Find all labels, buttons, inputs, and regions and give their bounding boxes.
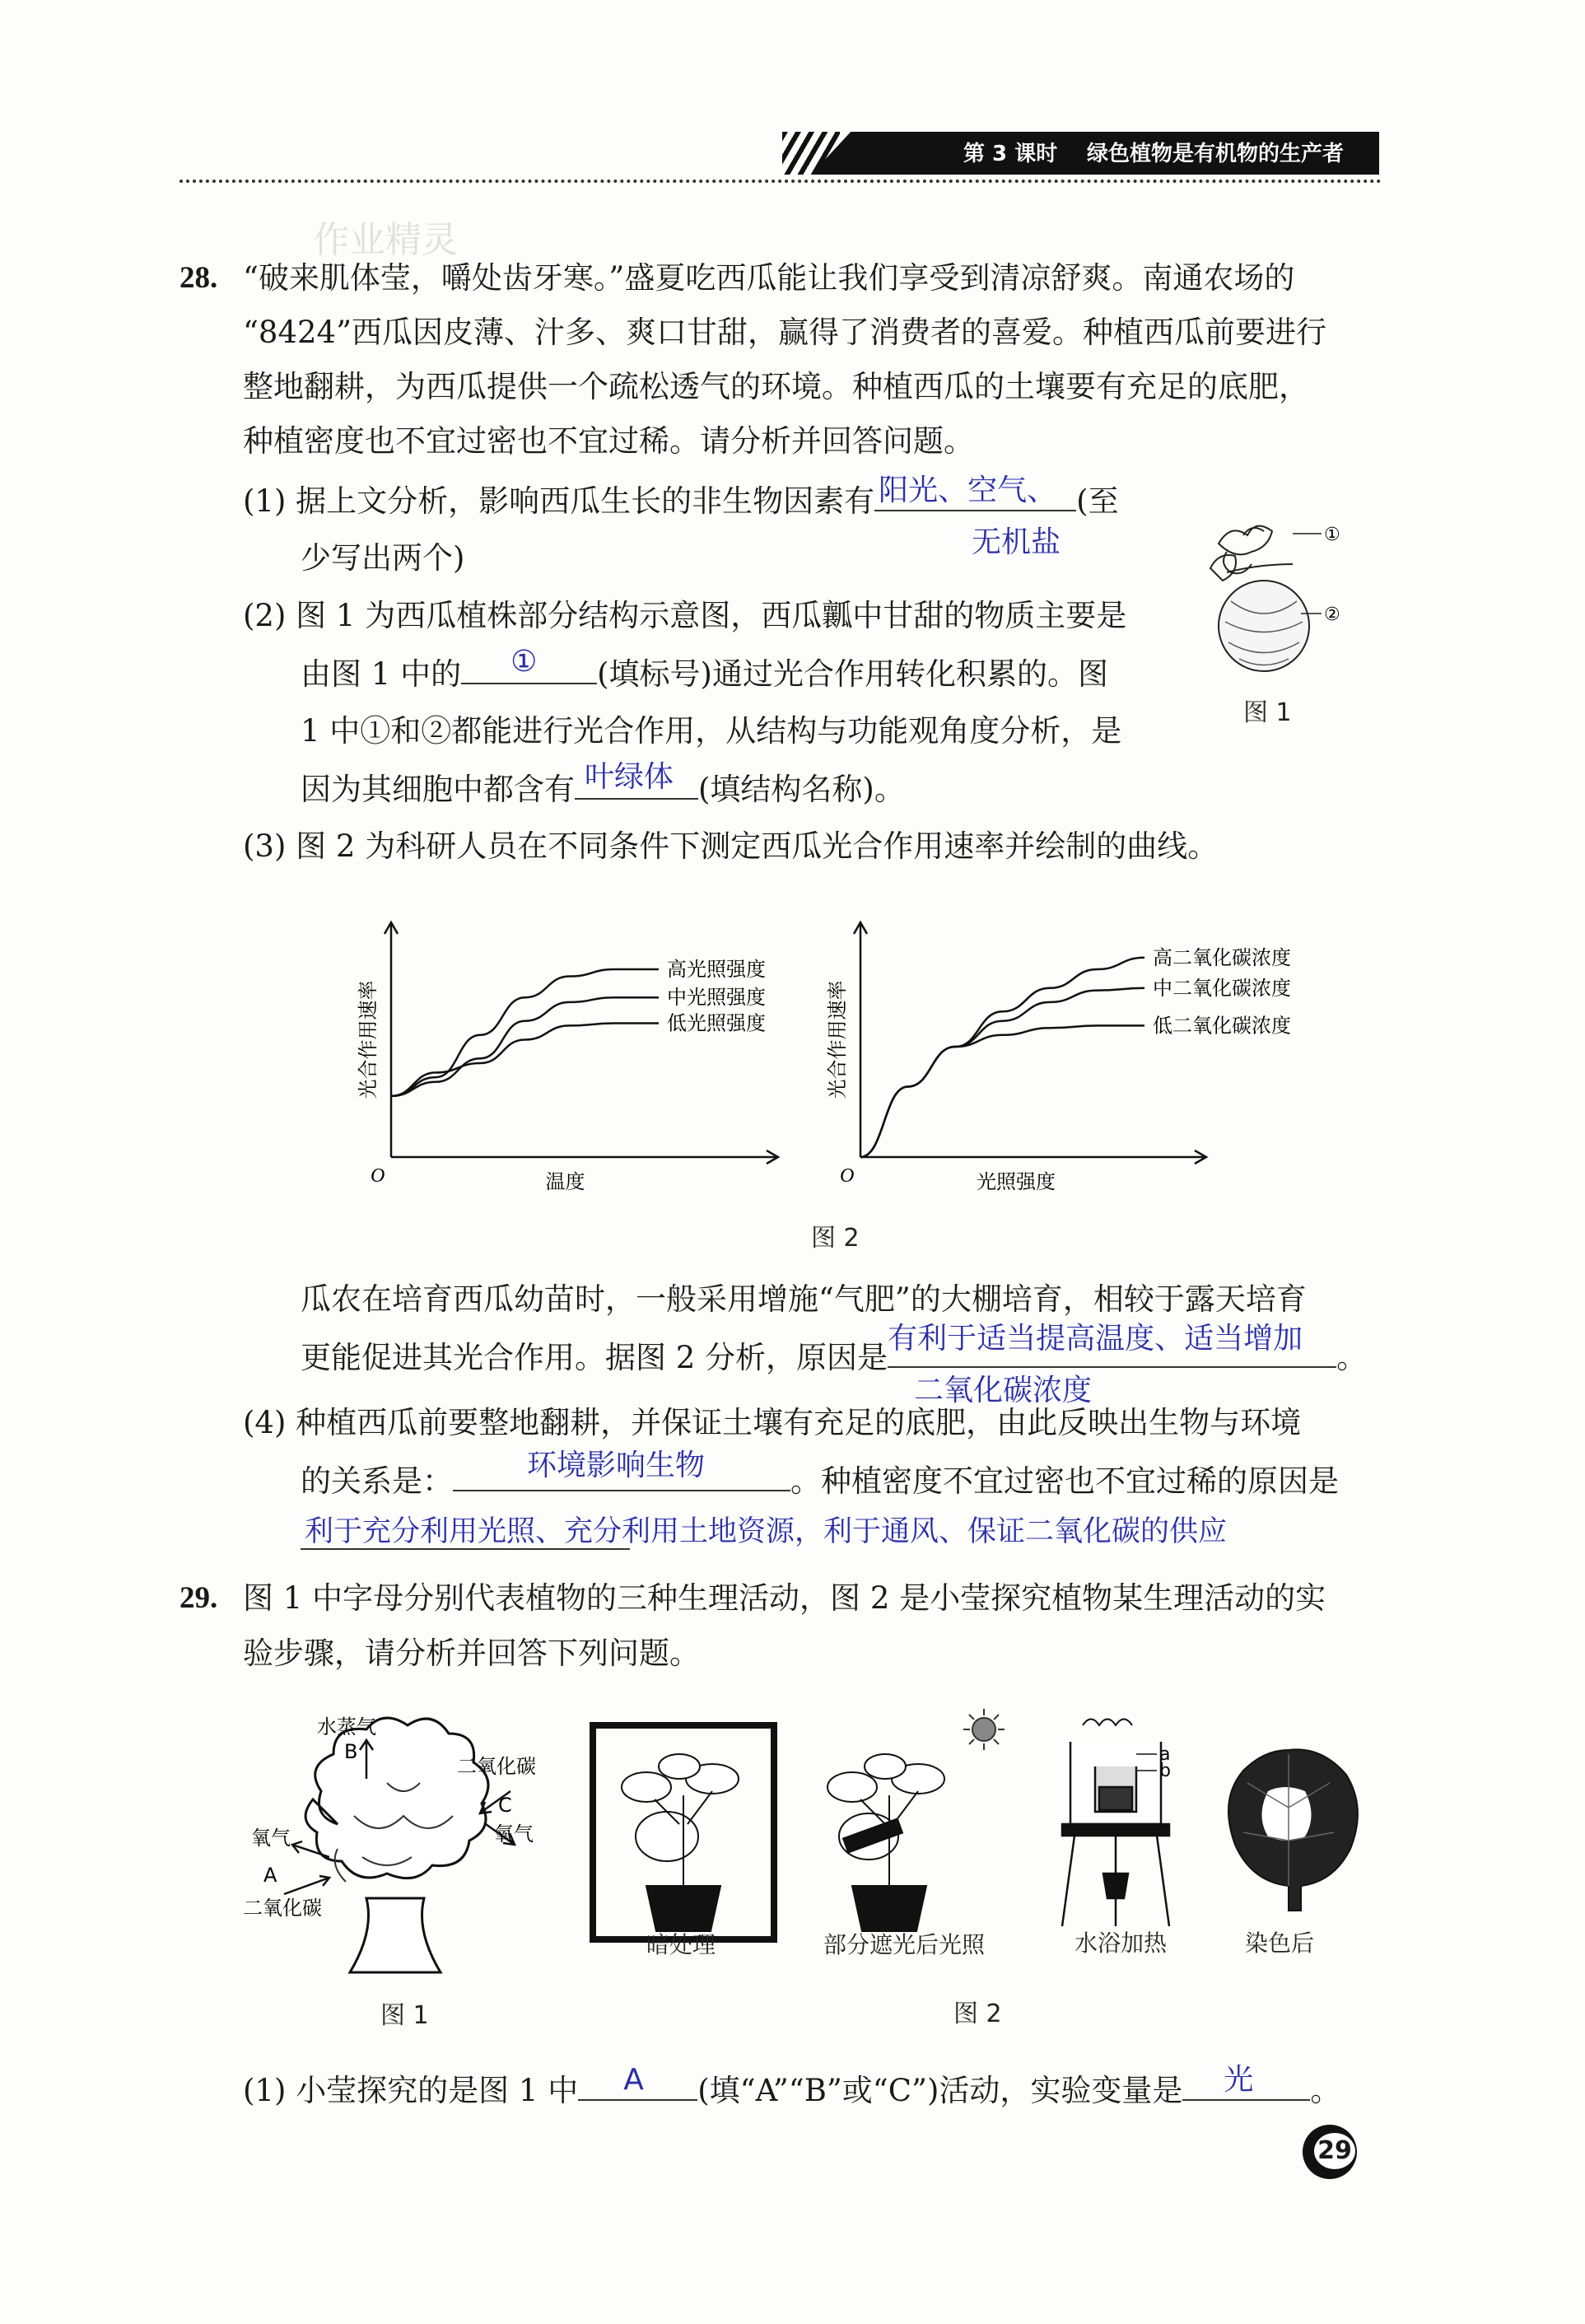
q28-p4-line2-pre: 的关系是： xyxy=(301,1463,453,1499)
q28-p2-line1: (2) 图 1 为西瓜植株部分结构示意图，西瓜瓤中甘甜的物质主要是 xyxy=(243,598,1127,633)
q28-p2-line4-pre: 因为其细胞中都含有 xyxy=(301,772,575,807)
q28-p2-line2 xyxy=(301,646,1108,702)
q28-p2-line2-post: (填标号)通过光合作用转化积累的。图 xyxy=(597,656,1108,692)
q28-p3-answer2: 二氧化碳浓度 xyxy=(914,1374,1093,1407)
tree-label-o2-right: 氧气 xyxy=(494,1822,534,1846)
step-label-dark: 暗处理 xyxy=(646,1931,716,1958)
origin-label: O xyxy=(840,1165,855,1187)
q28-p3-blank1[interactable] xyxy=(888,1322,1336,1368)
tree-label-o2-left: 氧气 xyxy=(251,1827,291,1850)
q28-p4-blank1[interactable] xyxy=(453,1449,790,1491)
step-label-stained: 染色后 xyxy=(1245,1930,1315,1957)
q29-intro-line2: 验步骤，请分析并回答下列问题。 xyxy=(243,1636,700,1671)
q28-p3-line3 xyxy=(301,1322,1368,1385)
header-stripe xyxy=(782,132,840,175)
beaker-label-a: a xyxy=(1159,1744,1171,1765)
header-title: 绿色植物是有机物的生产者 xyxy=(1087,142,1345,166)
series-line-0 xyxy=(860,958,1144,1157)
legend-label-2: 低光照强度 xyxy=(667,1011,766,1035)
x-axis-label: 温度 xyxy=(545,1170,585,1193)
series-line-2 xyxy=(391,1024,659,1096)
q28-intro-line4: 种植密度也不宜过密也不宜过稀。请分析并回答问题。 xyxy=(243,423,974,459)
q28-p4-answer1: 环境影响生物 xyxy=(527,1449,706,1482)
q29-p1-line xyxy=(243,2063,1340,2118)
step-dark-treatment xyxy=(589,1721,778,1944)
arrow-co2-in-left xyxy=(284,1876,329,1894)
series-line-2 xyxy=(860,1025,1144,1157)
watermelon-figure xyxy=(1194,511,1359,692)
watermelon-fruit xyxy=(1219,581,1309,671)
q29-fig1-caption: 图 1 xyxy=(380,2001,429,2030)
step-label-shading: 部分遮光后光照 xyxy=(823,1931,986,1958)
chart-temperature xyxy=(354,906,815,1193)
q28-p2-blank1[interactable] xyxy=(461,646,597,684)
q28-intro-line3: 整地翻耕，为西瓜提供一个疏松透气的环境。种植西瓜的土壤要有充足的底肥， xyxy=(243,369,1309,404)
step-partial-shading xyxy=(803,1705,1017,1935)
fig1-label-1: ① xyxy=(1324,525,1340,545)
legend-label-0: 高光照强度 xyxy=(667,958,766,981)
q28-p3-line1: (3) 图 2 为科研人员在不同条件下测定西瓜光合作用速率并绘制的曲线。 xyxy=(243,828,1219,864)
q28-p4-line2 xyxy=(301,1449,1339,1509)
page-number: 29 xyxy=(1314,2133,1355,2169)
q29-p1-answer2: 光 xyxy=(1224,2063,1254,2097)
step-label-water-bath: 水浴加热 xyxy=(1075,1930,1168,1957)
q28-p2-answer1: ① xyxy=(510,645,538,679)
x-axis-label: 光照强度 xyxy=(977,1170,1056,1193)
tree-label-C: C xyxy=(498,1794,512,1817)
series-line-0 xyxy=(391,969,659,1096)
q28-p4-line2-post: 。种植密度不宜过密也不宜过稀的原因是 xyxy=(790,1463,1339,1499)
q29-p1-mid: (填“A”“B”或“C”)活动，实验变量是 xyxy=(697,2073,1183,2108)
step-water-bath xyxy=(1054,1709,1194,1931)
q28-p4-line1: (4) 种植西瓜前要整地翻耕，并保证土壤有充足的底肥，由此反映出生物与环境 xyxy=(243,1405,1302,1440)
legend-label-1: 中光照强度 xyxy=(667,986,766,1010)
q29-p1-pre: (1) 小莹探究的是图 1 中 xyxy=(243,2073,579,2108)
legend-label-1: 中二氧化碳浓度 xyxy=(1153,976,1291,1000)
fig1-caption: 图 1 xyxy=(1243,698,1292,727)
q28-p1-post: (至 xyxy=(1076,483,1119,519)
q28-p2-line3: 1 中①和②都能进行光合作用，从结构与功能观角度分析，是 xyxy=(301,713,1122,749)
watermark: 作业精灵 xyxy=(313,219,458,261)
tree-label-B: B xyxy=(344,1740,358,1763)
tree-trunk xyxy=(350,1898,441,1972)
q28-p2-line4 xyxy=(301,762,905,817)
q29-p1-answer1: A xyxy=(623,2063,644,2097)
tree-figure xyxy=(239,1717,585,1989)
q29-number: 29. xyxy=(179,1581,218,1615)
step-stained-leaf xyxy=(1219,1742,1363,1915)
header-lesson: 第 3 课时 xyxy=(963,142,1058,166)
q29-p1-blank1[interactable] xyxy=(578,2063,697,2101)
y-axis-label: 光合作用速率 xyxy=(357,980,380,1099)
q28-p2-line4-post: (填结构名称)。 xyxy=(698,772,905,807)
tree-label-co2-top: 二氧化碳 xyxy=(457,1755,536,1778)
q28-number: 28. xyxy=(179,261,218,295)
fig1-label-2: ② xyxy=(1324,604,1340,625)
q28-p1-blank1[interactable] xyxy=(874,474,1076,511)
legend-label-0: 高二氧化碳浓度 xyxy=(1153,945,1291,969)
q29-p1-end: 。 xyxy=(1310,2073,1341,2108)
tree-crown xyxy=(305,1718,488,1878)
q28-p1-answer2: 无机盐 xyxy=(972,525,1061,559)
fig2-caption-charts: 图 2 xyxy=(811,1224,860,1253)
q28-p3-answer1: 有利于适当提高温度、适当增加 xyxy=(888,1322,1303,1356)
q28-intro-line2: “8424”西瓜因皮薄、汁多、爽口甘甜，赢得了消费者的喜爱。种植西瓜前要进行 xyxy=(243,315,1326,350)
q28-p3-line2: 瓜农在培育西瓜幼苗时，一般采用增施“气肥”的大棚培育，相较于露天培育 xyxy=(301,1281,1307,1317)
q28-p4-answer2: 利于充分利用光照、充分利用土地资源，利于通风、保证二氧化碳的供应 xyxy=(305,1515,1228,1548)
sun-icon xyxy=(963,1709,1005,1750)
q28-p2-answer2: 叶绿体 xyxy=(585,760,674,794)
q29-p1-blank2[interactable] xyxy=(1182,2063,1310,2101)
series-line-1 xyxy=(860,988,1144,1157)
watermelon-leaves xyxy=(1210,526,1293,581)
q29-intro-line1: 图 1 中字母分别代表植物的三种生理活动，图 2 是小莹探究植物某生理活动的实 xyxy=(243,1580,1326,1616)
tree-label-co2-bottom: 二氧化碳 xyxy=(243,1897,322,1920)
q28-p1-line2: 少写出两个) xyxy=(301,540,465,576)
q28-p3-end: 。 xyxy=(1336,1340,1368,1375)
beaker-label-b: b xyxy=(1159,1761,1171,1781)
tree-label-A: A xyxy=(263,1864,277,1887)
origin-label: O xyxy=(371,1165,385,1187)
tree-label-water-vapor: 水蒸气 xyxy=(317,1715,376,1738)
legend-label-2: 低二氧化碳浓度 xyxy=(1153,1014,1291,1038)
y-axis-label: 光合作用速率 xyxy=(826,980,849,1099)
header-dotted-rule xyxy=(179,180,1382,183)
chart-light xyxy=(823,906,1367,1193)
q28-intro-line1: “破来肌体莹，嚼处齿牙寒。”盛夏吃西瓜能让我们享受到清凉舒爽。南通农场的 xyxy=(243,260,1295,296)
q29-fig2-caption: 图 2 xyxy=(953,2000,1002,2028)
series-line-1 xyxy=(391,997,659,1096)
q28-p1-answer1: 阳光、空气、 xyxy=(879,474,1057,507)
q28-p3-line3-pre: 更能促进其光合作用。据图 2 分析，原因是 xyxy=(301,1340,888,1375)
q28-p2-line2-pre: 由图 1 中的 xyxy=(301,656,462,692)
q28-p2-blank2[interactable] xyxy=(575,762,698,800)
q28-p1-pre: (1) 据上文分析，影响西瓜生长的非生物因素有 xyxy=(243,483,875,519)
